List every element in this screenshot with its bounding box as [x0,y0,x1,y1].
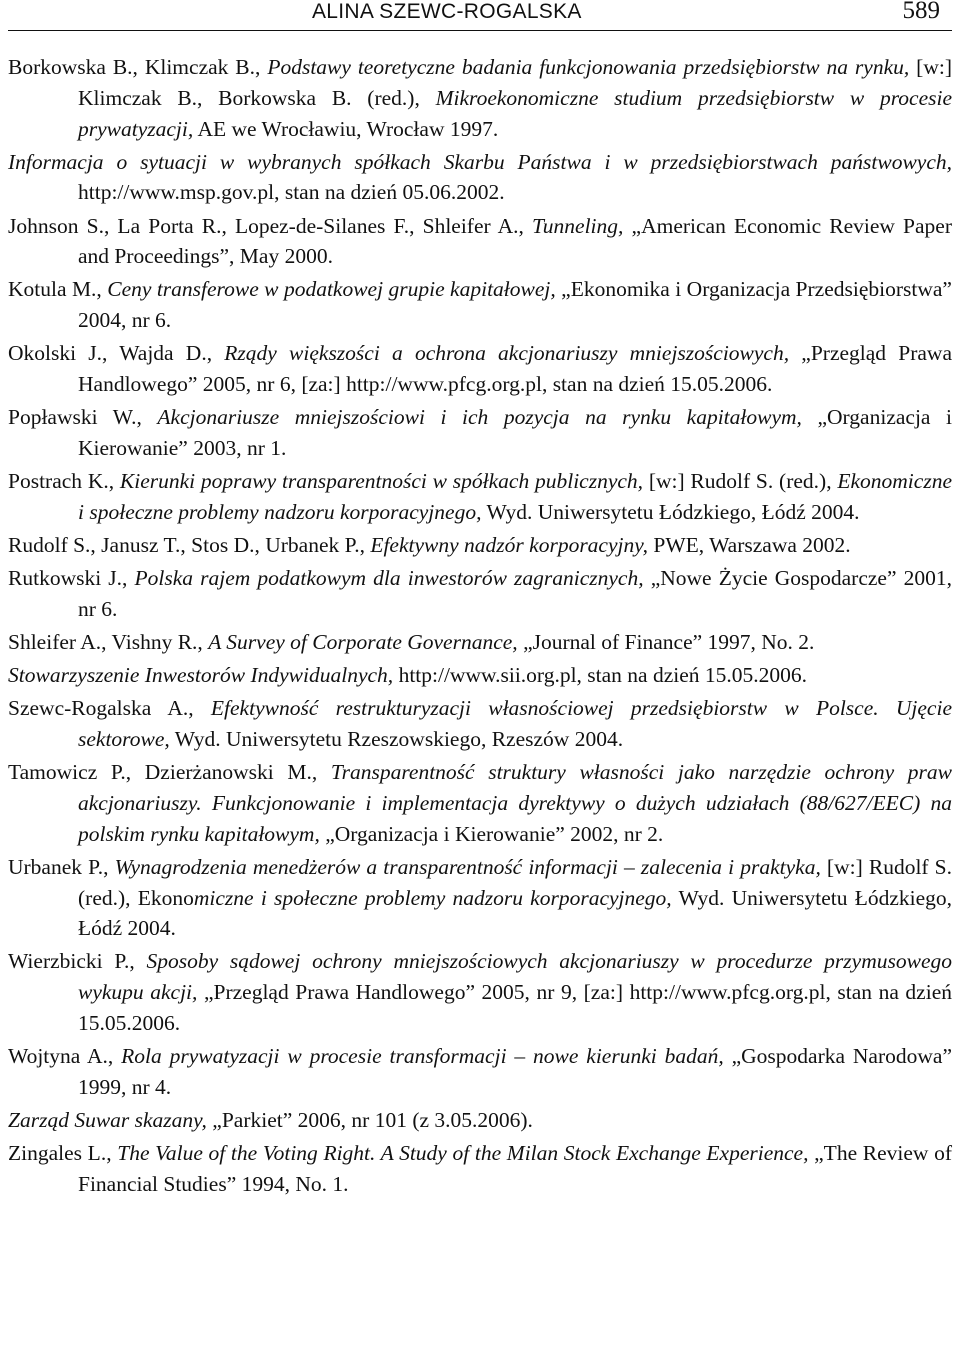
entry-text: „Przegląd Prawa Handlowego” 2005, nr 9, [za:] http://www.pfcg.org.pl, stan na dzień 15.05.2006. [78,980,952,1036]
entry-text: Zingales L., [8,1141,118,1166]
entry-text: Kotula M., [8,277,108,302]
entry-title-italic: miczne i społeczne problemy nadzoru korporacyjnego, [193,885,672,910]
entry-text: Szewc-Rogalska A., [8,696,211,721]
entry-text: „The Review of Financial Studies” 1994, No. 1. [78,1141,952,1196]
entry-text: [w:] Klimczak B., Borkowska B. (red.), [78,55,952,110]
entry-text: Wyd. Uniwersytetu Łódzkiego, Łódź 2004. [481,499,860,524]
entry-text: Rutkowski J., [8,566,135,591]
entry-title-italic: Ekonomiczne i społeczne problemy nadzoru korporacyjnego, [78,469,952,524]
entry-title-italic: Informacja o sytuacji w wybranych spółkach Skarbu Państwa i w przedsiębiorstwach państwowych, [8,149,952,174]
entry-text: Wierzbicki P., [8,949,147,974]
bibliography-entry [8,466,952,528]
entry-text: http://www.sii.org.pl, stan na dzień 15.05.2006. [393,663,808,688]
entry-text: http://www.msp.gov.pl, stan na dzień 05.06.2002. [78,180,505,205]
entry-title-italic: Wynagrodzenia menedżerów a transparentność informacji – zalecenia i praktyka, [114,854,821,879]
entry-title-italic: Efektywny nadzór korporacyjny, [370,533,648,558]
entry-text: AE we Wrocławiu, Wrocław 1997. [193,116,499,141]
entry-title-italic: Mikroekonomiczne studium przedsiębiorstw w procesie prywatyzacji, [78,85,952,141]
entry-text: Wyd. Uniwersytetu Rzeszowskiego, Rzeszów 2004. [169,727,624,751]
entry-title-italic: Zarząd Suwar skazany, [8,1108,207,1133]
entry-title-italic: Kierunki poprawy transparentności w spółkach publicznych, [119,469,644,494]
entry-title-italic: Rola prywatyzacji w procesie transformacji – nowe kierunki badań, [121,1044,724,1069]
entry-title-italic: Ceny transferowe w podatkowej grupie kapitałowej, [107,277,556,302]
entry-title-italic: Efektywność restrukturyzacji własnościowej przedsiębiorstw w Polsce. Ujęcie sektorowe, [78,696,952,751]
bibliography-entry [8,852,952,944]
bibliography-entry [8,1041,952,1103]
entry-text: „Nowe Życie Gospodarcze” 2001, nr 6. [78,566,952,621]
entry-title-italic: Podstawy teoretyczne badania funkcjonowania przedsiębiorstw na rynku, [267,55,910,79]
entry-title-italic: The Value of the Voting Right. A Study of the Milan Stock Exchange Experience, [117,1141,809,1166]
entry-title-italic: Transparentność struktury własności jako narzędzie ochrony praw akcjonariuszy. Funkcjonowanie i implementacja dyrektywy o dużych udziałach (88/627/EEC) na polskim rynku kapitałowym, [78,760,953,846]
bibliography-entry [8,660,952,691]
running-header-author: ALINA SZEWC-ROGALSKA [312,0,582,23]
entry-text: PWE, Warszawa 2002. [647,533,851,558]
entry-title-italic: Tunneling, [532,213,624,238]
running-header [8,0,952,31]
entry-text: Tamowicz P., Dzierżanowski M., [8,760,331,785]
entry-text: „Gospodarka Narodowa” 1999, nr 4. [78,1044,952,1099]
entry-text: „Parkiet” 2006, nr 101 (z 3.05.2006). [206,1108,533,1133]
entry-text: „Przegląd Prawa Handlowego” 2005, nr 6, [za:] http://www.pfcg.org.pl, stan na dzień 15.05.2006. [78,341,952,397]
entry-title-italic: Stowarzyszenie Inwestorów Indywidualnych, [8,663,394,688]
entry-text: Popławski W., [8,405,158,430]
entry-title-italic: Akcjonariusze mniejszościowi i ich pozycja na rynku kapitałowym, [157,405,802,430]
bibliography-entry [8,757,952,849]
bibliography-entry [8,402,952,464]
entry-title-italic: Rządy większości a ochrona akcjonariuszy mniejszościowych, [224,341,790,366]
entry-text: Shleifer A., Vishny R., [8,630,209,655]
bibliography-entry [8,946,952,1038]
bibliography-entry [8,211,952,273]
bibliography-entry [8,274,952,336]
entry-text: „Organizacja i Kierowanie” 2002, nr 2. [319,821,664,846]
entry-text: „Organizacja i Kierowanie” 2003, nr 1. [78,405,952,461]
entry-text: Borkowska B., Klimczak B., [8,55,268,79]
bibliography-entry [8,627,952,658]
bibliography-entry [8,52,952,144]
entry-text: Johnson S., La Porta R., Lopez-de-Silanes F., Shleifer A., [8,213,533,238]
entry-text: [w:] Rudolf S. (red.), [643,469,838,494]
entry-title-italic: A Survey of Corporate Governance, [208,630,518,655]
entry-text: Wyd. Uniwersytetu Łódzkiego, Łódź 2004. [78,885,953,941]
bibliography-entry [8,530,952,561]
entry-text: [w:] Rudolf S. (red.), Ekono [78,854,953,910]
entry-text: Wojtyna A., [8,1044,122,1069]
bibliography-entry [8,1138,952,1200]
entry-text: „Ekonomika i Organizacja Przedsiębiorstwa” 2004, nr 6. [78,277,952,333]
entry-text: Postrach K., [8,469,120,494]
entry-text: Urbanek P., [8,854,115,879]
bibliography-entry [8,147,952,209]
entry-text: „American Economic Review Paper and Proceedings”, May 2000. [78,213,952,269]
bibliography-entry [8,1105,952,1136]
entry-title-italic: Sposoby sądowej ochrony mniejszościowych akcjonariuszy w procedurze przymusowego wykupu akcji, [78,949,952,1005]
bibliography-entry [8,338,952,400]
bibliography-entry [8,693,952,755]
bibliography-entry [8,563,952,625]
bibliography-list [8,52,952,1202]
entry-title-italic: Polska rajem podatkowym dla inwestorów zagranicznych, [134,566,644,591]
entry-text: Okolski J., Wajda D., [8,341,225,366]
page-number: 589 [902,0,940,24]
entry-text: „Journal of Finance” 1997, No. 2. [517,630,815,655]
entry-text: Rudolf S., Janusz T., Stos D., Urbanek P., [8,533,371,558]
